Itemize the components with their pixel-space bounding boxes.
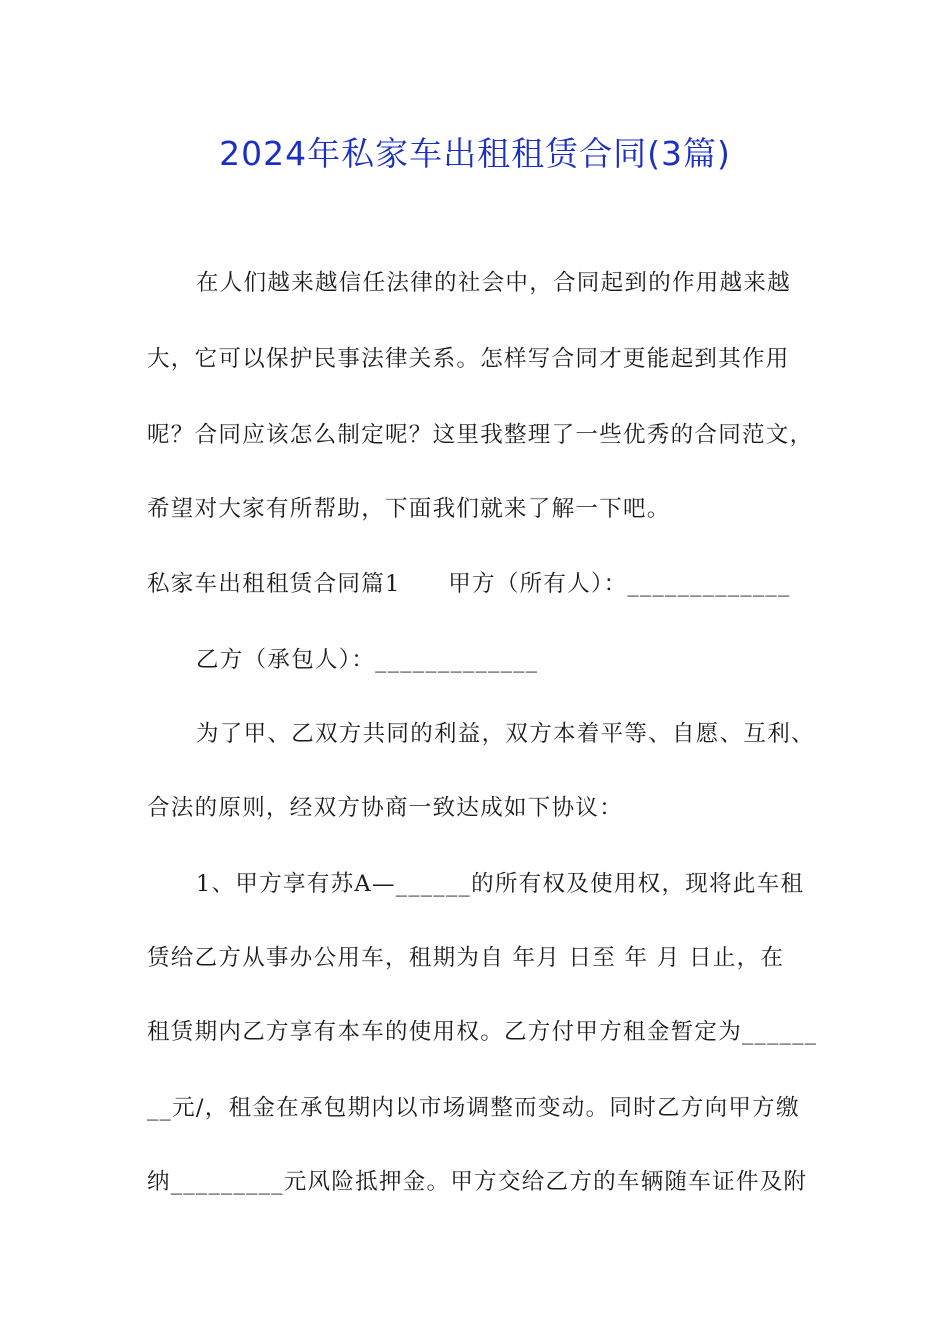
document-title: 2024年私家车出租租赁合同(3篇) — [219, 134, 731, 173]
